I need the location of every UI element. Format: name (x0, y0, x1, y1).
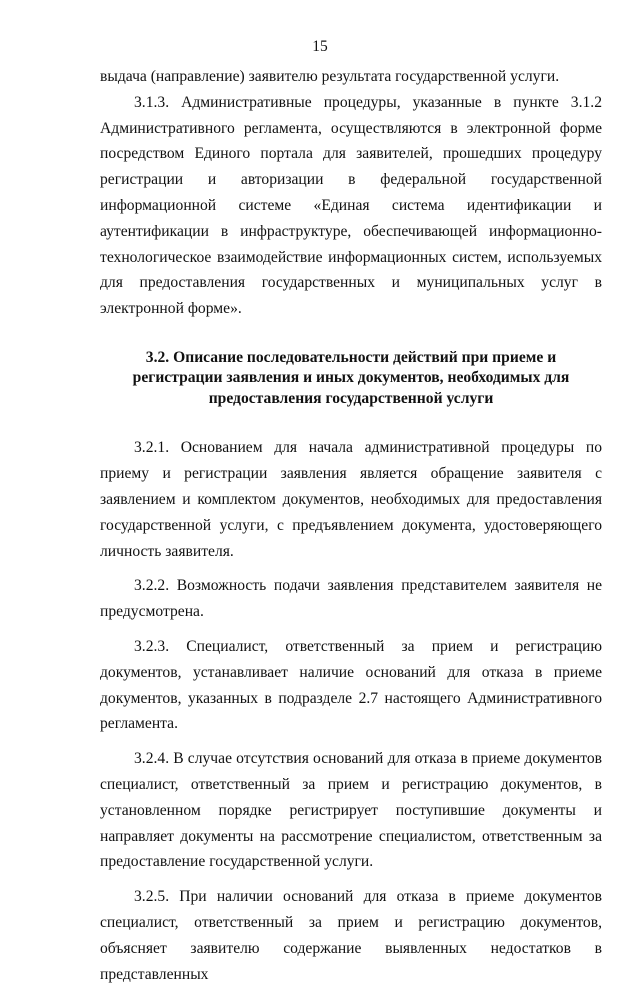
paragraph-3-2-2: 3.2.2. Возможность подачи заявления представителем заявителя не предусмотрена. (100, 577, 602, 621)
paragraph-3-2-4: 3.2.4. В случае отсутствия оснований для отказа в приеме документов специалист, ответственный за прием и регистрацию документов, в установленном порядке регистрирует поступившие документы и направляет документы на рассмотрение специалистом, ответственным за предоставление государственной услуги. (100, 750, 602, 871)
paragraph-3-2-3: 3.2.3. Специалист, ответственный за прием и регистрацию документов, устанавливает наличие оснований для отказа в приеме документов, указанных в подразделе 2.7 настоящего Административного регламента. (100, 638, 602, 733)
paragraph-continuation: выдача (направление) заявителю результата государственной услуги. (100, 68, 560, 85)
paragraph-3-2-5: 3.2.5. При наличии оснований для отказа в приеме документов специалист, ответственный за прием и регистрацию документов, объясняет заявителю содержание выявленных недостатков в представленных (100, 888, 602, 983)
paragraph-3-2-1: 3.2.1. Основанием для начала административной процедуры по приему и регистрации заявления является обращение заявителя с заявлением и комплектом документов, необходимых для предоставления государственной услуги, с предъявлением документа, удостоверяющего личность заявителя. (100, 439, 602, 560)
document-body (100, 64, 602, 987)
paragraph-3-1-3: 3.1.3. Административные процедуры, указанные в пункте 3.1.2 Административного регламента, осуществляются в электронной форме посредством Единого портала для заявителей, прошедших процедуру регистрации и авторизации в федеральной государственной информационной системе «Единая система идентификации и аутентификации в инфраструктуре, обеспечивающей информационно-технологическое взаимодействие информационных систем, используемых для предоставления государственных и муниципальных услуг в электронной форме». (100, 93, 602, 318)
section-heading-3-2: 3.2. Описание последовательности действий при приеме и регистрации заявления и иных документов, необходимых для предоставления государственной услуги (132, 348, 570, 407)
page-number: 15 (312, 38, 328, 55)
